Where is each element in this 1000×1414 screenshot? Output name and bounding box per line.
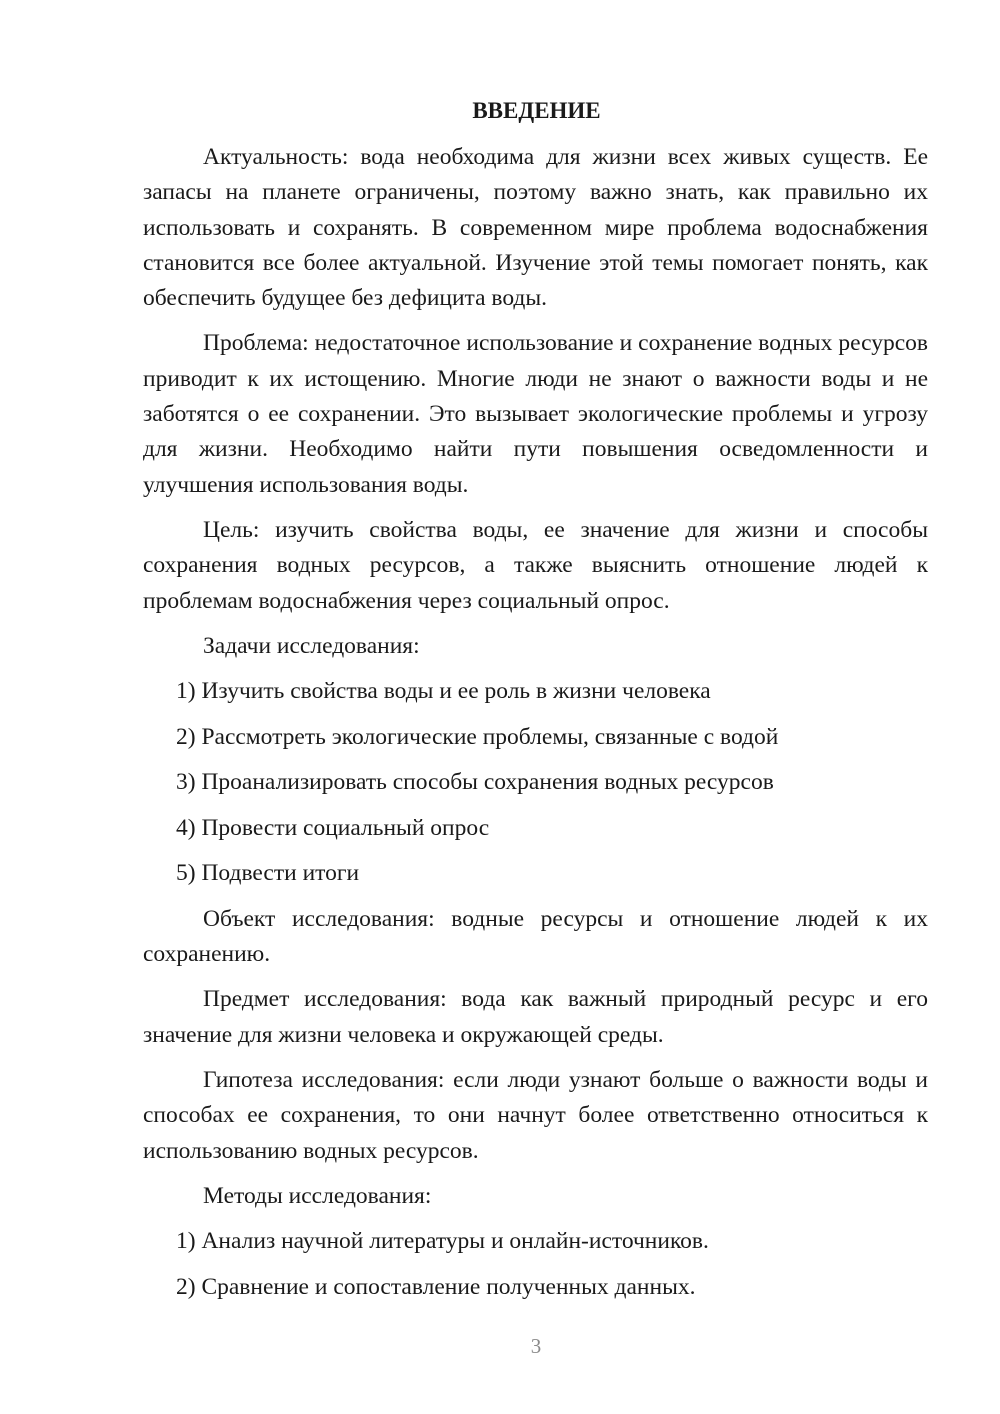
page-content: [143, 96, 928, 1315]
task-item: 4) Провести социальный опрос: [176, 814, 490, 841]
tasks-heading: Задачи исследования:: [203, 632, 420, 659]
page-number: 3: [530, 1334, 542, 1358]
methods-list: [143, 1224, 928, 1305]
method-item: 2) Сравнение и сопоставление полученных данных.: [176, 1273, 696, 1300]
task-item: 2) Рассмотреть экологические проблемы, связанные с водой: [176, 723, 779, 750]
relevance-paragraph: Актуальность: вода необходима для жизни всех живых существ. Ее запасы на планете ограничены, поэтому важно знать, как правильно их использовать и сохранять. В современном мире проблема водоснабжения становится все более актуальной. Изучение этой темы помогает понять, как обеспечить будущее без дефицита воды.: [143, 144, 928, 312]
task-item: 5) Подвести итоги: [176, 860, 360, 887]
method-item: 1) Анализ научной литературы и онлайн-источников.: [176, 1228, 709, 1255]
goal-paragraph: Цель: изучить свойства воды, ее значение для жизни и способы сохранения водных ресурсов, а также выяснить отношение людей к проблемам водоснабжения через социальный опрос.: [143, 516, 928, 614]
hypothesis-paragraph: Гипотеза исследования: если люди узнают больше о важности воды и способах ее сохранения, то они начнут более ответственно относиться к использованию водных ресурсов.: [143, 1067, 928, 1164]
subject-paragraph: Предмет исследования: вода как важный природный ресурс и его значение для жизни человека и окружающей среды.: [143, 986, 928, 1048]
section-title: ВВЕДЕНИЕ: [472, 98, 601, 123]
problem-paragraph: Проблема: недостаточное использование и сохранение водных ресурсов приводит к их истощению. Многие люди не знают о важности воды и не заботятся о ее сохранении. Это вызывает экологические проблемы и угрозу для жизни. Необходимо найти пути повышения осведомленности и улучшения использования воды.: [143, 330, 928, 498]
object-paragraph: Объект исследования: водные ресурсы и отношение людей к их сохранению.: [143, 905, 928, 968]
tasks-list: [143, 674, 928, 891]
task-item: 1) Изучить свойства воды и ее роль в жизни человека: [176, 678, 711, 705]
methods-heading: Методы исследования:: [203, 1182, 432, 1209]
task-item: 3) Проанализировать способы сохранения водных ресурсов: [176, 769, 774, 796]
